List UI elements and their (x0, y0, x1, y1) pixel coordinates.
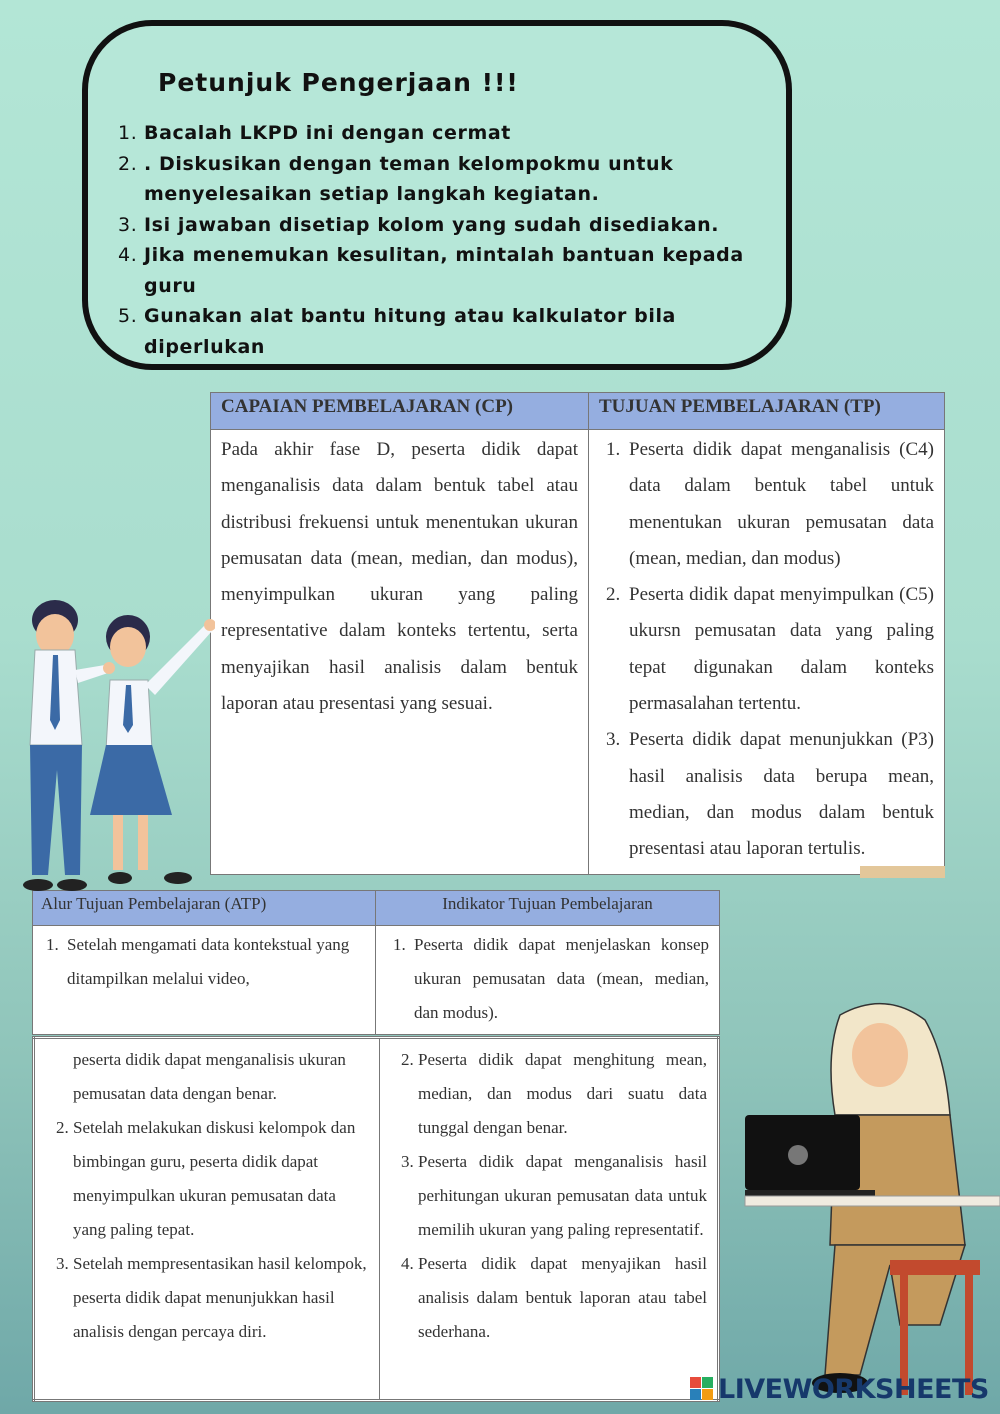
cp-header: CAPAIAN PEMBELAJARAN (CP) (211, 393, 589, 430)
atp-table-bottom (32, 1036, 720, 1402)
itp-item: 1. Peserta didik dapat menjelaskan konsep ukuran pemusatan data (mean, median, dan modus). (410, 928, 709, 1030)
liveworksheets-logo (690, 1372, 989, 1406)
itp-item: 3. Peserta didik dapat menganalisis hasil perhitungan ukuran pemusatan data untuk memilih ukuran yang paling representatif. (418, 1145, 707, 1247)
tp-header: TUJUAN PEMBELAJARAN (TP) (589, 393, 945, 430)
cp-text: Pada akhir fase D, peserta didik dapat menganalisis data dalam bentuk tabel atau distribusi frekuensi untuk menentukan ukuran pemusatan data (mean, median, dan modus), menyimpulkan ukuran yang paling representative dalam konteks tertentu, serta menyajikan hasil analisis dalam bentuk laporan atau presentasi yang sesuai. (211, 430, 589, 875)
itp-item: 2. Peserta didik dapat menghitung mean, median, dan modus dari suatu data tunggal dengan benar. (418, 1043, 707, 1145)
itp-cell-top (376, 926, 720, 1035)
decorative-strip (860, 866, 945, 878)
atp-item-continuation: peserta didik dapat menganalisis ukuran pemusatan data dengan benar. (73, 1050, 346, 1103)
instructions-panel (82, 20, 792, 370)
itp-header: Indikator Tujuan Pembelajaran (376, 891, 720, 926)
tp-item: 3. Peserta didik dapat menunjukkan (P3) hasil analisis data berupa mean, median, dan modus dalam bentuk presentasi atau laporan tertulis. (625, 722, 934, 867)
teacher-illustration (740, 995, 1000, 1405)
instructions-title: Petunjuk Pengerjaan !!! (158, 68, 519, 97)
itp-cell-bottom (380, 1038, 719, 1401)
logo-mark-icon (690, 1377, 714, 1401)
tp-item: 2. Peserta didik dapat menyimpulkan (C5) ukursn pemusatan data yang paling tepat digunakan dalam konteks permasalahan tertentu. (625, 577, 934, 722)
atp-header: Alur Tujuan Pembelajaran (ATP) (33, 891, 376, 926)
itp-item: 4. Peserta didik dapat menyajikan hasil analisis dalam bentuk laporan atau tabel sederhana. (418, 1247, 707, 1349)
instruction-item: 4. Jika menemukan kesulitan, mintalah bantuan kepada guru (144, 240, 784, 301)
instruction-item: 2. . Diskusikan dengan teman kelompokmu untuk menyelesaikan setiap langkah kegiatan. (144, 149, 784, 210)
atp-item: 2. Setelah melakukan diskusi kelompok dan bimbingan guru, peserta didik dapat menyimpulkan ukuran pemusatan data yang paling tepat. (73, 1111, 369, 1247)
tp-item: 1. Peserta didik dapat menganalisis (C4) data dalam bentuk tabel untuk menentukan ukuran pemusatan data (mean, median, dan modus) (625, 432, 934, 577)
atp-cell-top (33, 926, 376, 1035)
logo-text: LIVEWORKSHEETS (718, 1373, 989, 1405)
instruction-item: 3. Isi jawaban disetiap kolom yang sudah disediakan. (144, 210, 784, 241)
students-illustration (10, 595, 215, 900)
atp-item: 3. Setelah mempresentasikan hasil kelompok, peserta didik dapat menunjukkan hasil analisis dengan percaya diri. (73, 1247, 369, 1349)
atp-cell-bottom (34, 1038, 380, 1401)
tp-cell (589, 430, 945, 875)
instruction-item: 5. Gunakan alat bantu hitung atau kalkulator bila diperlukan (144, 301, 784, 362)
cp-tp-table (210, 392, 945, 875)
instructions-list (118, 118, 784, 362)
atp-item: 1. Setelah mengamati data kontekstual yang ditampilkan melalui video, (63, 928, 365, 996)
atp-table-top (32, 890, 720, 1035)
instruction-item: 1. Bacalah LKPD ini dengan cermat (144, 118, 784, 149)
